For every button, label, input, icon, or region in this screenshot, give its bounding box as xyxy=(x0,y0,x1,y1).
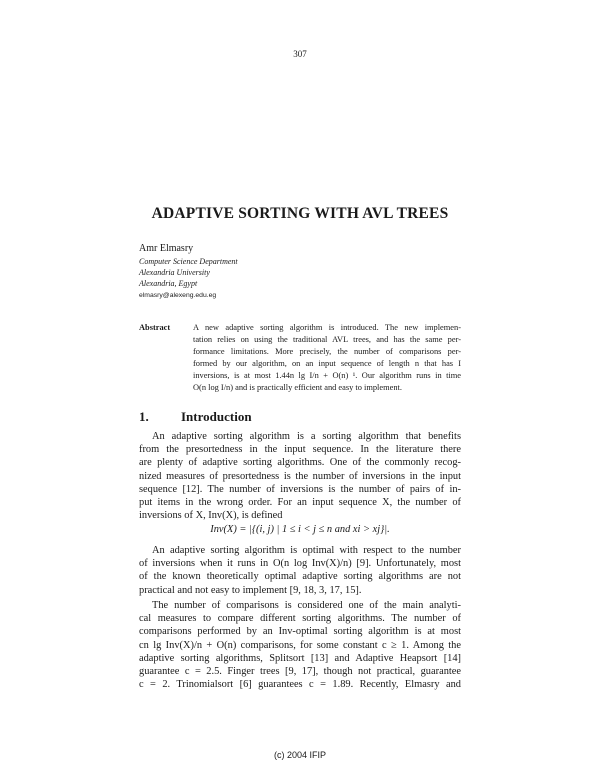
abstract-line: formed by our algorithm, on an input sequence of length n that has I xyxy=(193,359,461,368)
text-line: comparisons performed by an Inv-optimal sorting algorithm is at most xyxy=(139,626,461,638)
paragraph-2 xyxy=(139,544,461,597)
abstract-line: O(n log I/n) and is practically efficient and easy to implement. xyxy=(193,383,402,392)
text-line: practical and not easy to implement [9, 18, 3, 17, 15]. xyxy=(139,584,362,596)
author-email: elmasry@alexeng.edu.eg xyxy=(139,292,217,299)
copyright-footer: (c) 2004 IFIP xyxy=(273,750,327,760)
section-title: Introduction xyxy=(181,409,252,424)
author-department: Computer Science Department xyxy=(139,257,238,266)
abstract-body xyxy=(193,322,461,394)
text-line: of the known theoretically optimal adaptive sorting algorithms are not xyxy=(139,571,461,583)
text-line: The number of comparisons is considered one of the main analyti- xyxy=(152,600,461,611)
inversion-equation: Inv(X) = |{(i, j) | 1 ≤ i < j ≤ n and xi > xj}|. xyxy=(210,524,390,535)
abstract-line: tation relies on using the traditional AVL trees, and has the same per- xyxy=(193,335,461,344)
text-line: An adaptive sorting algorithm is a sorting algorithm that benefits xyxy=(152,431,461,442)
section-heading xyxy=(139,409,252,425)
text-line: nized measures of presortedness is the number of inversions in the input xyxy=(139,470,461,482)
author-name: Amr Elmasry xyxy=(139,243,194,254)
text-line: An adaptive sorting algorithm is optimal with respect to the number xyxy=(152,545,461,556)
text-line: from the presortedness in the input sequence. In the literature there xyxy=(139,444,461,456)
text-line: cal measures to compare different sorting algorithms. The number of xyxy=(139,613,461,625)
text-line: of inversions when it runs in O(n log Inv(X)/n) [9]. Unfortunately, most xyxy=(139,558,461,570)
author-location: Alexandria, Egypt xyxy=(139,279,198,288)
page-number: 307 xyxy=(293,49,307,59)
text-line: guarantee c = 2.5. Finger trees [9, 17], though not practical, guarantee xyxy=(139,666,461,678)
abstract-label: Abstract xyxy=(139,323,171,332)
text-line: sequence [12]. The number of inversions is the number of pairs of in- xyxy=(139,483,461,495)
text-line: cn lg Inv(X)/n + O(n) comparisons, for some constant c ≥ 1. Among the xyxy=(139,639,461,651)
text-line: inversions of X, Inv(X), is defined xyxy=(139,510,283,522)
abstract-line: formance limitations. More precisely, the number of comparisons per- xyxy=(193,347,461,356)
paper-title: ADAPTIVE SORTING WITH AVL TREES xyxy=(151,205,449,222)
author-university: Alexandria University xyxy=(139,268,210,277)
text-line: c = 2. Trinomialsort [6] guarantees c = 1.89. Recently, Elmasry and xyxy=(139,679,461,691)
paragraph-3 xyxy=(139,599,461,691)
abstract-line: inversions, is at most 1.44n lg I/n + O(n) ¹. Our algorithm runs in time xyxy=(193,371,461,380)
text-line: put items in the wrong order. For an input sequence X, the number of xyxy=(139,497,461,509)
section-number: 1. xyxy=(139,409,149,424)
abstract-line: A new adaptive sorting algorithm is introduced. The new implemen- xyxy=(193,323,461,332)
text-line: adaptive sorting algorithms, Splitsort [13] and Adaptive Heapsort [14] xyxy=(139,652,461,664)
paragraph-1 xyxy=(139,430,461,522)
text-line: are plenty of adaptive sorting algorithms. One of the commonly recog- xyxy=(139,457,461,469)
